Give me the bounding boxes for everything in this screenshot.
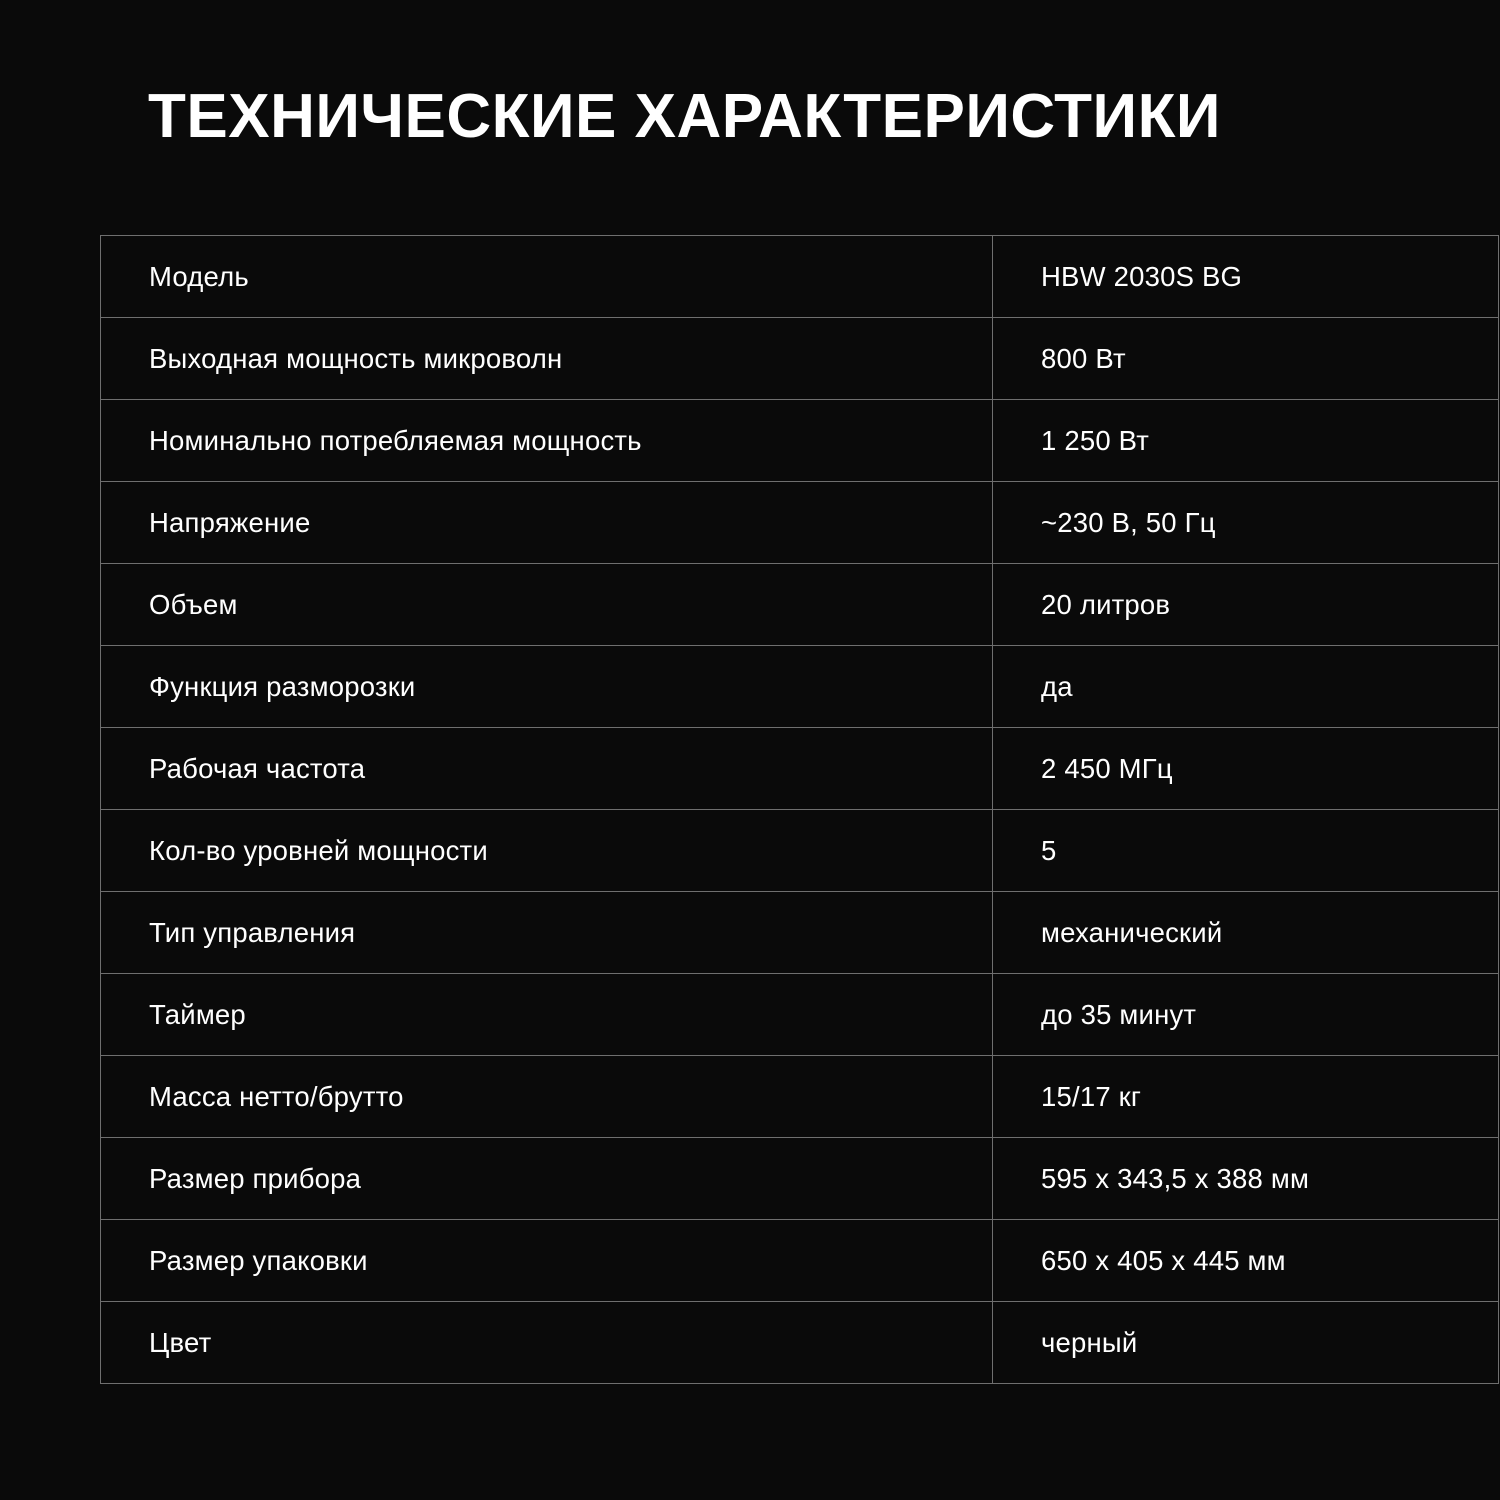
spec-value: до 35 минут	[993, 974, 1499, 1056]
spec-label: Выходная мощность микроволн	[101, 318, 993, 400]
spec-value: механический	[993, 892, 1499, 974]
table-row	[101, 400, 1499, 482]
table-row	[101, 1220, 1499, 1302]
table-row	[101, 810, 1499, 892]
spec-value: 1 250 Вт	[993, 400, 1499, 482]
table-row	[101, 974, 1499, 1056]
specifications-table	[100, 235, 1499, 1384]
table-row	[101, 892, 1499, 974]
spec-label: Напряжение	[101, 482, 993, 564]
table-row	[101, 236, 1499, 318]
spec-label: Тип управления	[101, 892, 993, 974]
table-row	[101, 564, 1499, 646]
specifications-table-body	[101, 236, 1499, 1384]
table-row	[101, 482, 1499, 564]
spec-label: Кол-во уровней мощности	[101, 810, 993, 892]
spec-label: Размер прибора	[101, 1138, 993, 1220]
spec-value: 650 x 405 x 445 мм	[993, 1220, 1499, 1302]
spec-label: Объем	[101, 564, 993, 646]
spec-value: 595 x 343,5 x 388 мм	[993, 1138, 1499, 1220]
table-row	[101, 728, 1499, 810]
spec-value: 15/17 кг	[993, 1056, 1499, 1138]
table-row	[101, 1302, 1499, 1384]
spec-label: Таймер	[101, 974, 993, 1056]
spec-value: 5	[993, 810, 1499, 892]
spec-value: 2 450 МГц	[993, 728, 1499, 810]
spec-label: Рабочая частота	[101, 728, 993, 810]
table-row	[101, 1138, 1499, 1220]
spec-value: HBW 2030S BG	[993, 236, 1499, 318]
spec-label: Масса нетто/брутто	[101, 1056, 993, 1138]
table-row	[101, 1056, 1499, 1138]
spec-value: 800 Вт	[993, 318, 1499, 400]
spec-label: Номинально потребляемая мощность	[101, 400, 993, 482]
spec-value: ~230 В, 50 Гц	[993, 482, 1499, 564]
spec-label: Размер упаковки	[101, 1220, 993, 1302]
table-row	[101, 646, 1499, 728]
spec-label: Функция разморозки	[101, 646, 993, 728]
spec-label: Цвет	[101, 1302, 993, 1384]
page-title: ТЕХНИЧЕСКИЕ ХАРАКТЕРИСТИКИ	[148, 82, 1221, 151]
spec-value: черный	[993, 1302, 1499, 1384]
spec-value: 20 литров	[993, 564, 1499, 646]
spec-label: Модель	[101, 236, 993, 318]
table-row	[101, 318, 1499, 400]
spec-value: да	[993, 646, 1499, 728]
